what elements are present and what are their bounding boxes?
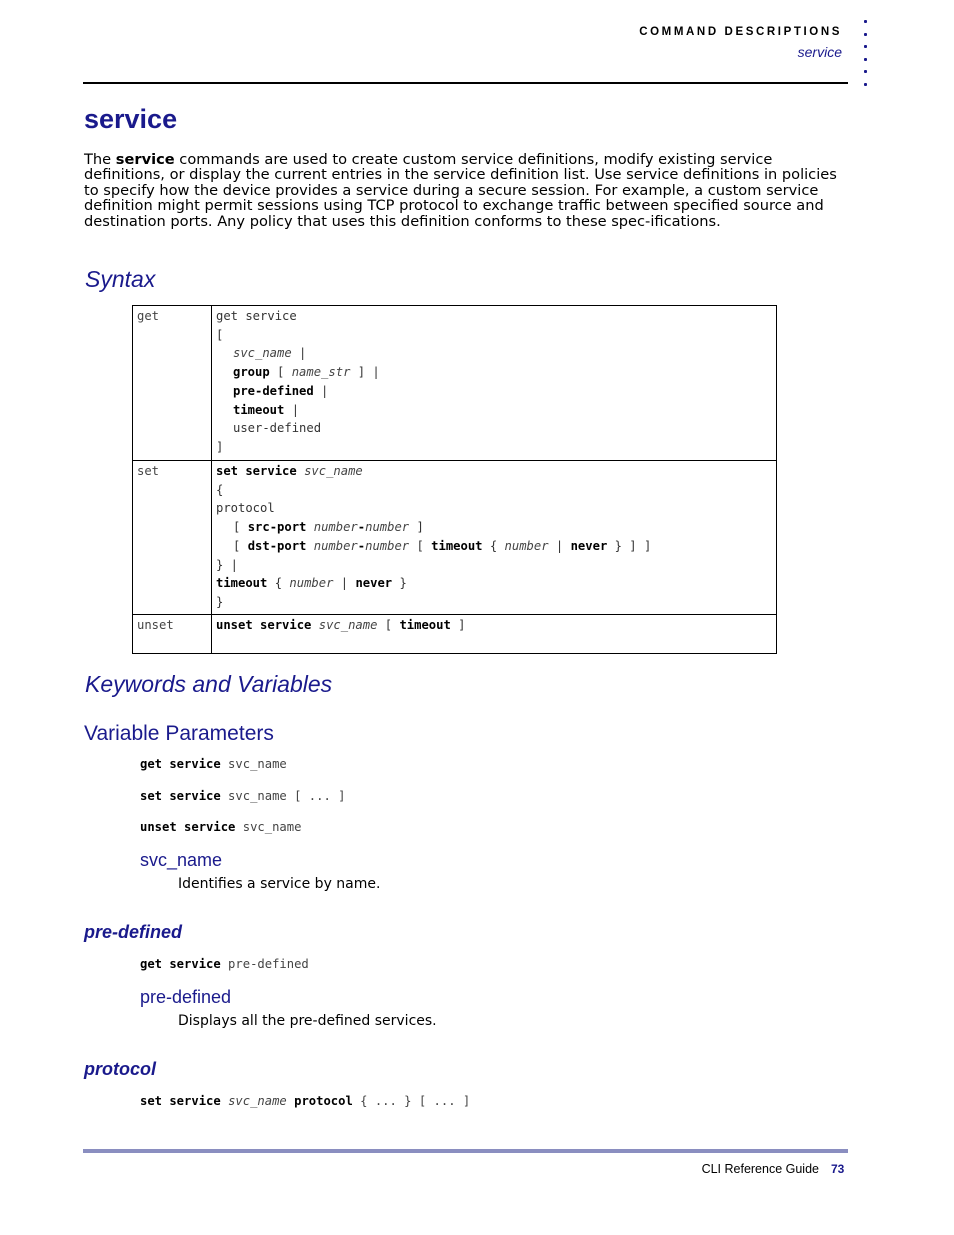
header-rule [83, 82, 848, 84]
syntax-body-unset: unset service svc_name [ timeout ] [212, 615, 777, 654]
variable-parameters-heading: Variable Parameters [84, 722, 274, 745]
running-header-section: COMMAND DESCRIPTIONS [639, 26, 842, 38]
code-get-service: get service svc_name [140, 757, 287, 771]
code-set-protocol: set service svc_name protocol { ... } [ ... ] [140, 1094, 471, 1108]
syntax-cmd-unset: unset [133, 615, 212, 654]
code-set-service: set service svc_name [ ... ] [140, 789, 346, 803]
syntax-cmd-get: get [133, 306, 212, 461]
protocol-heading: protocol [84, 1059, 156, 1079]
predefined-heading: pre-defined [84, 922, 183, 942]
intro-paragraph: The service commands are used to create custom service definitions, modify existing service definitions, or display the current entries in the service definition list. Use service definitions in policies to specify how the device provides a service during a secure session. For example, a custom service definition might permit sessions using TCP protocol to exchange traffic between specified source and destination ports. Any policy that uses this definition conforms to these spec-ifications. [84, 151, 837, 230]
syntax-body-set: set service svc_name { protocol [ src-port number-number ] [ dst-port number-number [ timeout { number | never } ] ] } | timeout { number | never } } [212, 461, 777, 615]
code-get-predefined: get service pre-defined [140, 957, 309, 971]
decorative-dots [864, 20, 870, 95]
param-svc-name: svc_name [140, 850, 223, 870]
page-number: 73 [831, 1162, 845, 1176]
param-predefined: pre-defined [140, 987, 232, 1007]
running-header-topic: service [797, 44, 842, 60]
param-predefined-desc: Displays all the pre-defined services. [178, 1013, 437, 1029]
syntax-row-unset [133, 615, 777, 654]
code-unset-service: unset service svc_name [140, 820, 302, 834]
param-svc-name-desc: Identifies a service by name. [178, 876, 381, 892]
syntax-row-set [133, 461, 777, 615]
intro-bold-keyword: service [115, 151, 175, 168]
footer-guide-title: CLI Reference Guide [701, 1162, 819, 1176]
syntax-body-get: get service [ svc_name | group [ name_str ] | pre-defined | timeout | user-defined ] [212, 306, 777, 461]
keywords-heading: Keywords and Variables [85, 671, 333, 697]
syntax-heading: Syntax [85, 266, 156, 292]
footer-rule [83, 1149, 848, 1153]
syntax-row-get [133, 306, 777, 461]
page-title: service [84, 104, 178, 134]
syntax-table [132, 305, 777, 654]
syntax-cmd-set: set [133, 461, 212, 615]
